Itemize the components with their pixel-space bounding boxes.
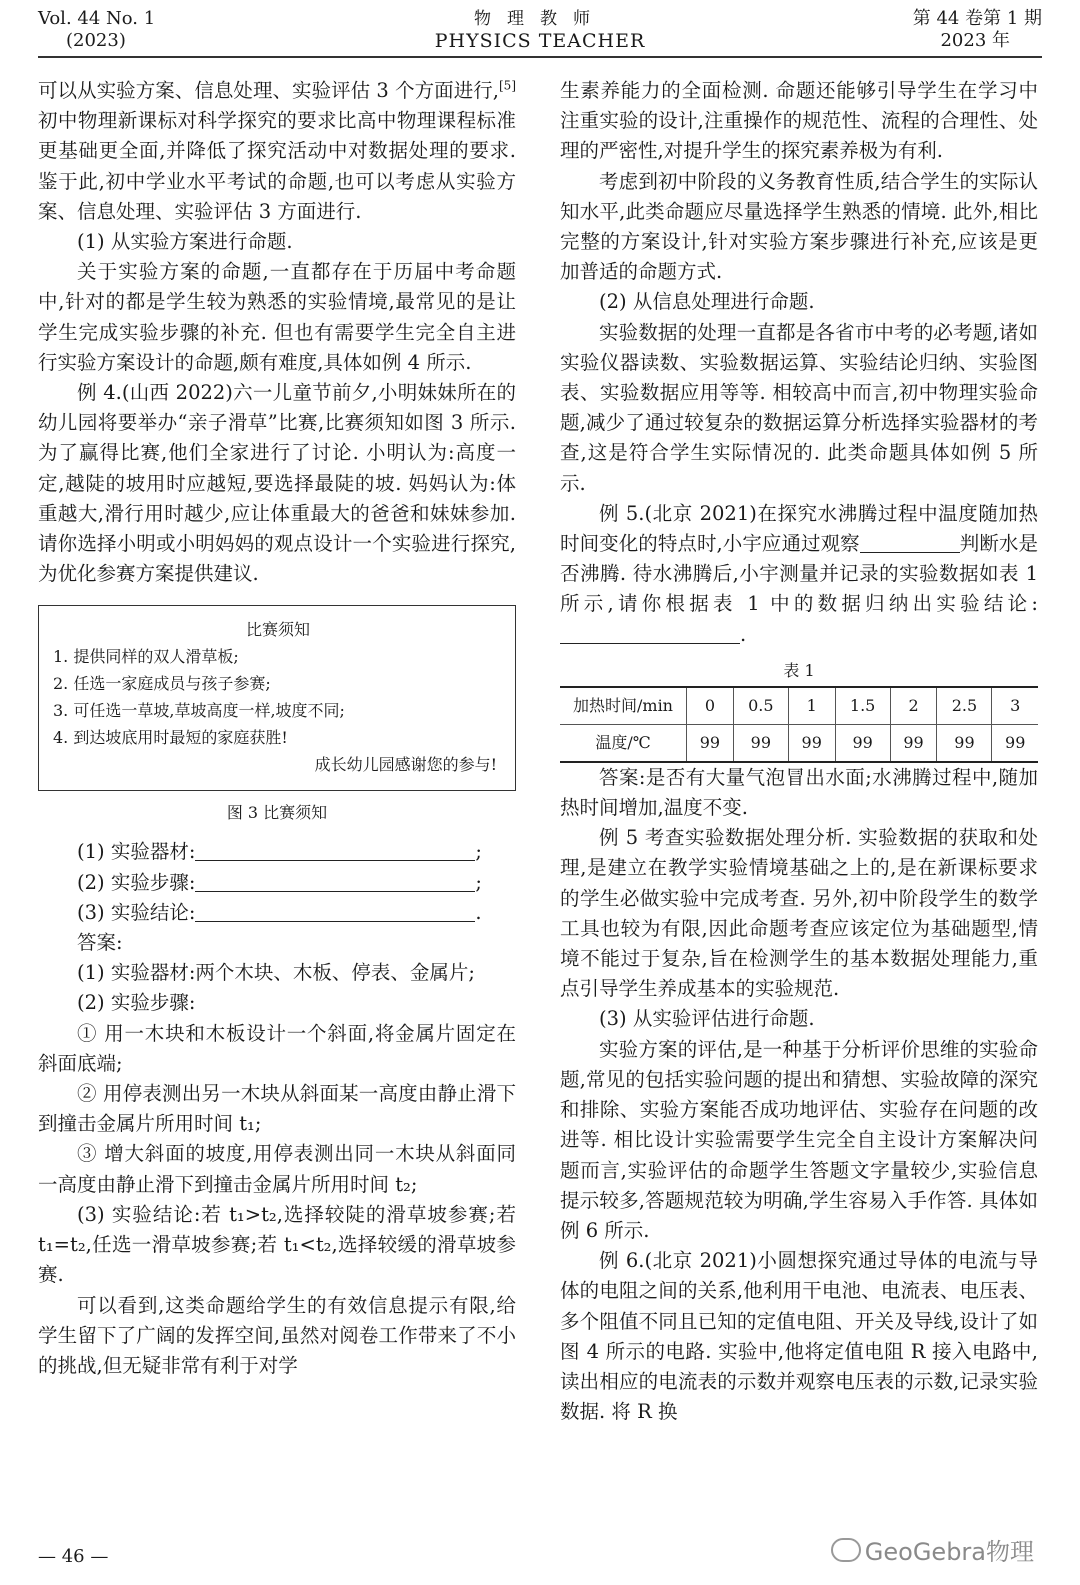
answer-label: 答案: (77, 931, 123, 955)
answer-step: ① 用一木块和木板设计一个斜面,将金属片固定在斜面底端; (38, 1021, 516, 1075)
table-cell: 99 (788, 724, 835, 762)
answer-line: (2) 实验步骤: (77, 991, 196, 1015)
paragraph: 实验数据的处理一直都是各省市中考的必考题,诸如实验仪器读数、实验数据运算、实验结论归纳、实验图表、实验数据应用等等. 相较高中而言,初中物理实验命题,减少了通过较复杂的数据运算分析选择实验器材的考查,这是符合学生实际情况的. 此类命题具体如例 5 所示. (560, 320, 1038, 495)
table-caption: 表 1 (783, 660, 815, 680)
answer-line: 答案:是否有大量气泡冒出水面;水沸腾过程中,随加热时间增加,温度不变. (560, 765, 1038, 820)
right-column (560, 76, 1038, 1427)
header-issue (913, 8, 1042, 52)
table-row (560, 724, 1038, 762)
table-cell: 99 (937, 724, 992, 762)
table-cell: 99 (733, 724, 788, 762)
table-cell: 0 (687, 687, 734, 725)
answer-line: (1) 实验器材:两个木块、木板、停表、金属片; (77, 961, 475, 985)
notice-box (38, 605, 516, 791)
notice-item: 1. 提供同样的双人滑草板; (53, 647, 239, 667)
section-heading: (2) 从信息处理进行命题. (599, 290, 815, 314)
table-row-label: 加热时间/min (560, 687, 687, 725)
paragraph: 可以从实验方案、信息处理、实验评估 3 个方面进行,[5]初中物理新课标对科学探究的要求比高中物理课程标准更基础更全面,并降低了探究活动中对数据处理的要求. 鉴于此,初中学业水平考试的命题,也可以考虑从实验方案、信息处理、实验评估 3 方面进行. (38, 78, 516, 223)
wechat-icon (831, 1538, 861, 1562)
table-cell: 99 (890, 724, 937, 762)
example-5: 例 5.(北京 2021)在探究水沸腾过程中温度随加热时间变化的特点时,小宇应通过观察 判断水是否沸腾. 待水沸腾后,小宇测量并记录的实验数据如表 1 所示,请你根据表 1 中的数据归纳出实验结论:. (560, 501, 1038, 646)
paragraph: 实验方案的评估,是一种基于分析评价思维的实验命题,常见的包括实验问题的提出和猜想、实验故障的深究和排除、实验方案能否成功地评估、实验存在问题的改进等. 相比设计实验需要学生完全自主设计方案解决问题而言,实验评估的命题学生答题文字量较少,实验信息提示较多,答题规范较为明确,学生容易入手作答. 具体如例 6 所示. (560, 1037, 1038, 1242)
notice-item: 3. 可任选一草坡,草坡高度一样,坡度不同; (53, 701, 345, 721)
question-line: (2) 实验步骤: ; (77, 870, 482, 894)
answer-step: ③ 增大斜面的坡度,用停表测出同一木块从斜面同一高度由静止滑下到撞击金属片所用时间 t₂; (38, 1142, 516, 1196)
question-line: (3) 实验结论: . (77, 900, 482, 924)
paragraph: 可以看到,这类命题给学生的有效信息提示有限,给学生留下了广阔的发挥空间,虽然对阅卷工作带来了不小的挑战,但无疑非常有利于对学 (38, 1293, 516, 1377)
issue-label: 第 44 卷第 1 期 (912, 8, 1042, 29)
example-4: 例 4.(山西 2022)六一儿童节前夕,小明妹妹所在的幼儿园将要举办“亲子滑草”比赛,比赛须知如图 3 所示. 为了赢得比赛,他们全家进行了讨论. 小明认为:高度一定,越陡的坡用时应越短,要选择最陡的坡. 妈妈认为:体重越大,滑行用时越少,应让体重最大的爸爸和妹妹参加. 请你选择小明或小明妈妈的观点设计一个实验进行探究,为优化参赛方案提供建议. (38, 381, 516, 586)
table-cell: 99 (687, 724, 734, 762)
journal-title-en: PHYSICS TEACHER (434, 30, 646, 52)
answer-blank (195, 871, 475, 892)
paragraph: 例 5 考查实验数据处理分析. 实验数据的获取和处理,是建立在教学实验情境基础之上的,是在新课标要求的学生必做实验中完成考查. 另外,初中阶段学生的数学工具也较为有限,因此命题考查应该定位为基础题型,情境不能过于复杂,旨在检测学生的基本数据处理能力,重点引导学生养成基本的实验规范. (560, 826, 1038, 1001)
page-header (38, 6, 1042, 58)
answer-blank (560, 623, 740, 644)
table-cell: 0.5 (733, 687, 788, 725)
notice-title: 比赛须知 (245, 620, 310, 640)
paragraph: 生素养能力的全面检测. 命题还能够引导学生在学习中注重实验的设计,注重操作的规范性、流程的合理性、处理的严密性,对提升学生的探究素养极为有利. (560, 79, 1038, 163)
watermark: GeoGebra物理 (831, 1532, 1034, 1567)
table-cell: 1.5 (835, 687, 890, 725)
answer-step: ② 用停表测出另一木块从斜面某一高度由静止滑下到撞击金属片所用时间 t₁; (38, 1082, 516, 1136)
table-row-label: 温度/℃ (560, 724, 687, 762)
citation-ref: [5] (499, 78, 516, 93)
figure-caption: 图 3 比赛须知 (226, 803, 328, 823)
table-cell: 3 (992, 687, 1038, 725)
paragraph: 关于实验方案的命题,一直都存在于历届中考命题中,针对的都是学生较为熟悉的实验情境,最常见的是让学生完成实验步骤的补充. 但也有需要学生完全自主进行实验方案设计的命题,颇有难度,具体如例 4 所示. (38, 260, 516, 374)
page-number: — 46 — (38, 1546, 109, 1567)
table-cell: 1 (788, 687, 835, 725)
example-6: 例 6.(北京 2021)小圆想探究通过导体的电流与导体的电阻之间的关系,他利用干电池、电流表、电压表、多个阻值不同且已知的定值电阻、开关及导线,设计了如图 4 所示的电路. 实验中,他将定值电阻 R 接入电路中,读出相应的电流表的示数并观察电压表的示数,记录实验数据. 将 R 换 (560, 1249, 1038, 1424)
table-cell: 2 (890, 687, 937, 725)
left-column (38, 76, 516, 1381)
journal-title-cn: 物理教师 (474, 9, 606, 29)
journal-title (38, 8, 1042, 52)
notice-thanks: 成长幼儿园感谢您的参与! (314, 755, 497, 775)
volume-label: Vol. 44 No. 1 (38, 8, 156, 29)
data-table (560, 686, 1038, 763)
table-cell: 2.5 (937, 687, 992, 725)
answer-blank (195, 901, 475, 922)
volume-year: (2023) (66, 30, 126, 51)
issue-year: 2023 年 (940, 30, 1010, 51)
section-heading: (1) 从实验方案进行命题. (77, 230, 293, 254)
section-heading: (3) 从实验评估进行命题. (599, 1007, 815, 1031)
paragraph: 考虑到初中阶段的义务教育性质,结合学生的实际认知水平,此类命题应尽量选择学生熟悉的情境. 此外,相比完整的方案设计,针对实验方案步骤进行补充,应该是更加普适的命题方式. (560, 169, 1038, 284)
notice-item: 2. 任选一家庭成员与孩子参赛; (53, 674, 271, 694)
table-cell: 99 (835, 724, 890, 762)
answer-blank (860, 532, 960, 553)
question-line: (1) 实验器材: ; (77, 840, 482, 864)
table-cell: 99 (992, 724, 1038, 762)
answer-blank (195, 840, 475, 861)
table-row (560, 687, 1038, 725)
answer-line: (3) 实验结论:若 t₁>t₂,选择较陡的滑草坡参赛;若 t₁=t₂,任选一滑草坡参赛;若 t₁<t₂,选择较缓的滑草坡参赛. (38, 1202, 516, 1287)
notice-item: 4. 到达坡底用时最短的家庭获胜! (53, 728, 288, 748)
